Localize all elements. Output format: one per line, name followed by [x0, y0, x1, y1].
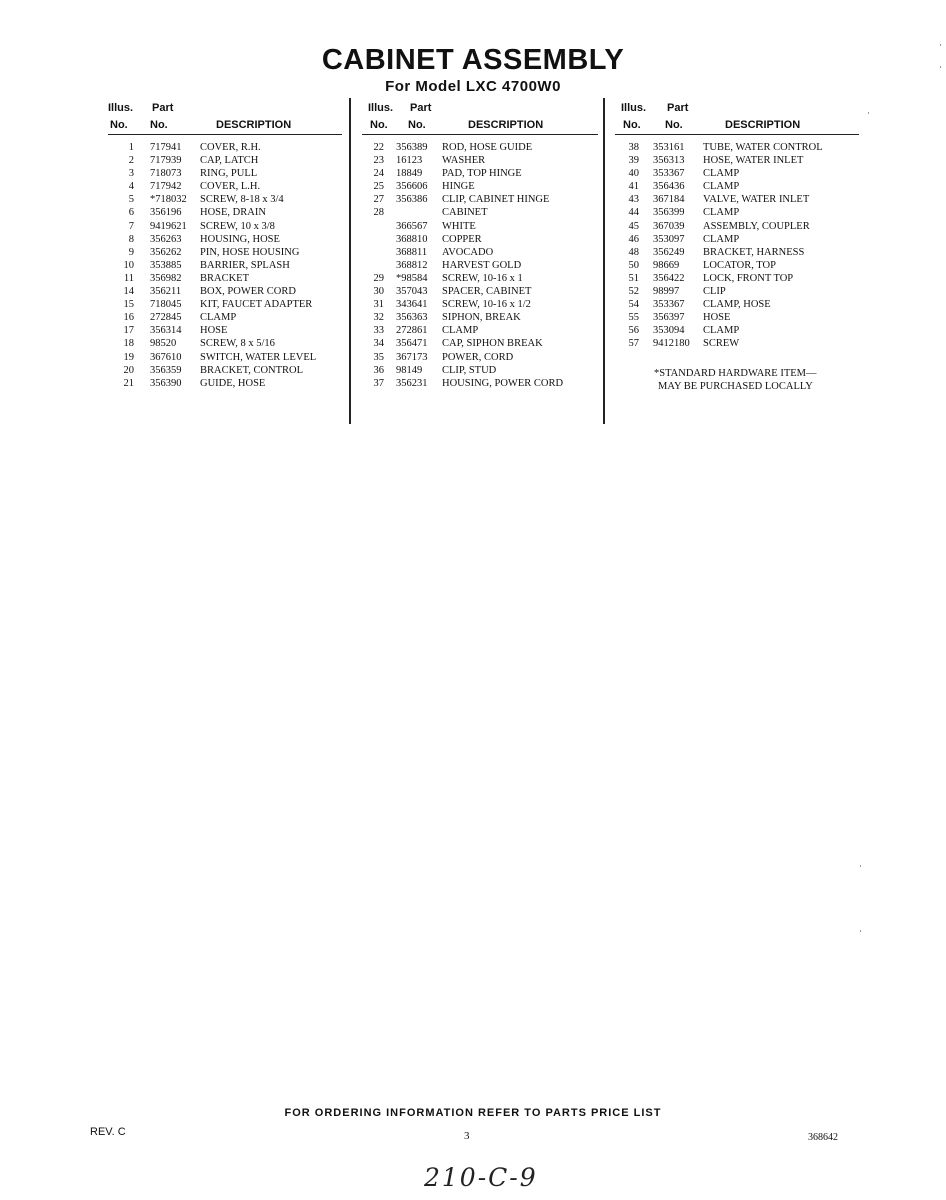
header-description: DESCRIPTION: [216, 119, 292, 131]
part-number: 353367: [653, 299, 685, 311]
part-number: 356263: [150, 233, 182, 245]
part-description: CLAMP: [703, 233, 740, 245]
parts-row: [362, 324, 598, 337]
illus-number: 37: [373, 377, 384, 389]
part-number: 356422: [653, 272, 685, 284]
parts-row: [362, 337, 598, 350]
part-number: 356363: [396, 312, 428, 324]
illus-number: 38: [628, 142, 639, 153]
part-number: 9412180: [653, 338, 690, 350]
part-description: HOUSING, HOSE: [200, 233, 280, 245]
part-number: 353161: [653, 142, 685, 153]
part-number: 356399: [653, 207, 685, 219]
part-description: CLAMP: [703, 181, 740, 193]
illus-number: 16: [123, 312, 134, 324]
part-description: LOCK, FRONT TOP: [703, 272, 794, 284]
illus-number: 22: [373, 142, 384, 153]
part-number: 16123: [396, 155, 423, 167]
illus-number: 52: [628, 286, 639, 298]
part-number: 356211: [150, 286, 182, 298]
header-part: Part: [410, 102, 432, 114]
part-description: SCREW: [703, 338, 740, 350]
part-number: 356314: [150, 325, 182, 337]
part-number: 717941: [150, 142, 182, 153]
parts-row: [615, 206, 859, 219]
page-number: 3: [464, 1130, 470, 1142]
handwritten-note: 210-C-9: [424, 1163, 538, 1192]
header-part: Part: [152, 102, 174, 114]
parts-row: [108, 220, 342, 233]
column-divider-2: [603, 98, 605, 424]
part-number: 356389: [396, 142, 428, 153]
part-number: 98997: [653, 286, 680, 298]
parts-row: [615, 272, 859, 285]
illus-number: 27: [373, 194, 384, 206]
part-number: 356982: [150, 272, 182, 284]
parts-row: [615, 193, 859, 206]
part-number: 353094: [653, 325, 685, 337]
parts-row: [362, 272, 598, 285]
part-description: HOUSING, POWER CORD: [442, 377, 564, 389]
header-rule: [615, 134, 859, 135]
illus-number: 25: [373, 181, 384, 193]
column-divider-1: [349, 98, 351, 424]
illus-number: 9: [128, 246, 134, 258]
part-description: AVOCADO: [442, 246, 494, 258]
page-title: CABINET ASSEMBLY: [321, 44, 625, 76]
part-description: BRACKET, CONTROL: [200, 364, 304, 376]
header-rule: [362, 134, 598, 135]
parts-row: [108, 285, 342, 298]
scan-speck: [860, 930, 861, 932]
part-description: CLAMP, HOSE: [703, 299, 771, 311]
part-description: WHITE: [442, 220, 476, 232]
parts-column-3: [615, 102, 859, 351]
part-number: 356313: [653, 155, 685, 167]
parts-row: [615, 285, 859, 298]
part-description: GUIDE, HOSE: [200, 377, 266, 389]
part-number: 98520: [150, 338, 177, 350]
part-number: 9419621: [150, 220, 187, 232]
scan-speck: [868, 112, 869, 114]
parts-column-1: [108, 102, 342, 390]
parts-row: [362, 377, 598, 390]
part-description: CLAMP: [703, 168, 740, 180]
illus-number: 57: [628, 338, 639, 350]
parts-row: [108, 351, 342, 364]
parts-row: [362, 206, 598, 219]
illus-number: 11: [123, 272, 134, 284]
part-description: ROD, HOSE GUIDE: [442, 142, 533, 153]
part-number: *718032: [150, 194, 187, 206]
parts-row: [108, 180, 342, 193]
parts-row: [362, 141, 598, 154]
header-illus-no: No.: [623, 119, 641, 131]
part-description: BRACKET: [200, 272, 250, 284]
parts-row: [108, 377, 342, 390]
part-number: 367610: [150, 351, 182, 363]
part-description: BARRIER, SPLASH: [200, 259, 290, 271]
illus-number: 54: [628, 299, 639, 311]
part-description: WASHER: [442, 155, 486, 167]
parts-row: [362, 285, 598, 298]
illus-number: 46: [628, 233, 639, 245]
illus-number: 17: [123, 325, 134, 337]
part-description: PAD, TOP HINGE: [442, 168, 522, 180]
part-number: 272861: [396, 325, 428, 337]
parts-row: [362, 193, 598, 206]
scan-speck: [940, 66, 941, 68]
illus-number: 55: [628, 312, 639, 324]
part-number: 356471: [396, 338, 428, 350]
part-description: HOSE: [200, 325, 228, 337]
header-illus: Illus.: [108, 102, 134, 114]
illus-number: 35: [373, 351, 384, 363]
part-description: POWER, CORD: [442, 351, 514, 363]
part-number: 356359: [150, 364, 182, 376]
part-description: PIN, HOSE HOUSING: [200, 246, 300, 258]
illus-number: 28: [373, 207, 384, 219]
illus-number: 51: [628, 272, 639, 284]
illus-number: 4: [128, 181, 134, 193]
part-number: 353367: [653, 168, 685, 180]
document-number: 368642: [808, 1132, 838, 1143]
parts-row: [108, 233, 342, 246]
part-description: BOX, POWER CORD: [200, 286, 296, 298]
parts-row: [615, 233, 859, 246]
part-description: BRACKET, HARNESS: [703, 246, 805, 258]
part-number: 353097: [653, 233, 685, 245]
part-number: 98669: [653, 259, 680, 271]
part-number: 356262: [150, 246, 182, 258]
parts-row: [108, 246, 342, 259]
part-number: 356606: [396, 181, 428, 193]
parts-row: [615, 141, 859, 154]
part-number: 717939: [150, 155, 182, 167]
parts-row: [615, 180, 859, 193]
parts-row: [615, 324, 859, 337]
parts-row: [615, 337, 859, 350]
part-description: CLIP, STUD: [442, 364, 497, 376]
part-number: 717942: [150, 181, 182, 193]
illus-number: 50: [628, 259, 639, 271]
part-description: COVER, R.H.: [200, 142, 261, 153]
part-number: 368811: [396, 246, 428, 258]
parts-row: [362, 298, 598, 311]
parts-row: [108, 364, 342, 377]
illus-number: 8: [128, 233, 134, 245]
part-description: SCREW, 10-16 x 1: [442, 272, 523, 284]
part-description: HOSE, DRAIN: [200, 207, 266, 219]
illus-number: 56: [628, 325, 639, 337]
illus-number: 2: [128, 155, 134, 167]
parts-row: [362, 167, 598, 180]
illus-number: 44: [628, 207, 639, 219]
part-description: VALVE, WATER INLET: [703, 194, 810, 206]
illus-number: 45: [628, 220, 639, 232]
parts-row: [615, 298, 859, 311]
parts-row: [362, 220, 598, 233]
illus-number: 18: [123, 338, 134, 350]
part-description: SPACER, CABINET: [442, 286, 532, 298]
parts-row: [615, 167, 859, 180]
parts-row: [362, 259, 598, 272]
header-description: DESCRIPTION: [725, 119, 801, 131]
part-description: COPPER: [442, 233, 482, 245]
scan-speck: [940, 44, 941, 46]
part-number: 356196: [150, 207, 182, 219]
illus-number: 10: [123, 259, 134, 271]
illus-number: 23: [373, 155, 384, 167]
part-number: 366567: [396, 220, 428, 232]
part-number: 18849: [396, 168, 423, 180]
parts-row: [108, 141, 342, 154]
header-part: Part: [667, 102, 689, 114]
illus-number: 21: [123, 377, 134, 389]
part-description: CABINET: [442, 207, 488, 219]
part-number: 353885: [150, 259, 182, 271]
parts-row: [108, 193, 342, 206]
illus-number: 6: [128, 207, 134, 219]
parts-row: [615, 311, 859, 324]
illus-number: 48: [628, 246, 639, 258]
part-description: COVER, L.H.: [200, 181, 261, 193]
part-number: 356249: [653, 246, 685, 258]
illus-number: 33: [373, 325, 384, 337]
part-number: 356386: [396, 194, 428, 206]
header-part-no: No.: [408, 119, 426, 131]
part-number: 367184: [653, 194, 685, 206]
part-description: LOCATOR, TOP: [703, 259, 776, 271]
part-number: 356390: [150, 377, 182, 389]
ordering-footer: FOR ORDERING INFORMATION REFER TO PARTS PRICE LIST: [284, 1107, 662, 1119]
part-number: 718073: [150, 168, 182, 180]
part-description: CLAMP: [703, 325, 740, 337]
illus-number: 20: [123, 364, 134, 376]
part-description: RING, PULL: [200, 168, 258, 180]
part-description: CAP, SIPHON BREAK: [442, 338, 543, 350]
parts-row: [615, 246, 859, 259]
revision-label: REV. C: [90, 1126, 126, 1138]
illus-number: 15: [123, 299, 134, 311]
parts-row: [362, 154, 598, 167]
header-illus-no: No.: [110, 119, 128, 131]
parts-row: [108, 167, 342, 180]
parts-row: [362, 246, 598, 259]
parts-row: [362, 364, 598, 377]
part-description: HARVEST GOLD: [442, 259, 522, 271]
parts-row: [108, 206, 342, 219]
part-number: 343641: [396, 299, 428, 311]
part-description: CLAMP: [703, 207, 740, 219]
parts-row: [108, 272, 342, 285]
header-part-no: No.: [150, 119, 168, 131]
header-rule: [108, 134, 342, 135]
part-description: KIT, FAUCET ADAPTER: [200, 299, 313, 311]
part-description: SCREW, 10-16 x 1/2: [442, 299, 531, 311]
header-illus: Illus.: [368, 102, 394, 114]
part-description: SWITCH, WATER LEVEL: [200, 351, 317, 363]
scan-speck: [860, 865, 861, 867]
part-description: HOSE: [703, 312, 731, 324]
part-description: SCREW, 10 x 3/8: [200, 220, 275, 232]
part-description: CAP, LATCH: [200, 155, 259, 167]
illus-number: 31: [373, 299, 384, 311]
illus-number: 32: [373, 312, 384, 324]
parts-row: [108, 324, 342, 337]
illus-number: 14: [123, 286, 134, 298]
hardware-note-line-2: MAY BE PURCHASED LOCALLY: [658, 381, 813, 392]
illus-number: 40: [628, 168, 639, 180]
parts-row: [108, 311, 342, 324]
parts-row: [362, 351, 598, 364]
part-description: SIPHON, BREAK: [442, 312, 521, 324]
illus-number: 1: [128, 142, 134, 153]
column-header: [362, 102, 598, 134]
illus-number: 7: [128, 220, 134, 232]
part-description: HOSE, WATER INLET: [703, 155, 804, 167]
parts-row: [362, 233, 598, 246]
illus-number: 43: [628, 194, 639, 206]
part-number: 367039: [653, 220, 685, 232]
part-number: 718045: [150, 299, 182, 311]
part-number: *98584: [396, 272, 428, 284]
part-number: 98149: [396, 364, 423, 376]
parts-row: [108, 259, 342, 272]
part-description: SCREW, 8 x 5/16: [200, 338, 275, 350]
part-number: 356397: [653, 312, 685, 324]
parts-row: [615, 154, 859, 167]
part-description: TUBE, WATER CONTROL: [703, 142, 823, 153]
part-description: CLIP, CABINET HINGE: [442, 194, 550, 206]
parts-row: [615, 259, 859, 272]
parts-row: [108, 298, 342, 311]
part-description: CLAMP: [442, 325, 479, 337]
illus-number: 24: [373, 168, 384, 180]
illus-number: 30: [373, 286, 384, 298]
header-part-no: No.: [665, 119, 683, 131]
part-number: 357043: [396, 286, 428, 298]
part-number: 368810: [396, 233, 428, 245]
header-illus-no: No.: [370, 119, 388, 131]
parts-row: [108, 154, 342, 167]
illus-number: 19: [123, 351, 134, 363]
model-subtitle: For Model LXC 4700W0: [385, 78, 561, 95]
part-number: 356231: [396, 377, 428, 389]
column-header: [108, 102, 342, 134]
part-description: CLAMP: [200, 312, 237, 324]
illus-number: 34: [373, 338, 384, 350]
part-number: 272845: [150, 312, 182, 324]
parts-column-2: [362, 102, 598, 390]
parts-row: [362, 180, 598, 193]
part-description: HINGE: [442, 181, 475, 193]
illus-number: 3: [128, 168, 134, 180]
part-description: ASSEMBLY, COUPLER: [703, 220, 810, 232]
parts-row: [108, 337, 342, 350]
parts-row: [615, 220, 859, 233]
illus-number: 39: [628, 155, 639, 167]
header-description: DESCRIPTION: [468, 119, 544, 131]
hardware-note-line-1: *STANDARD HARDWARE ITEM—: [654, 368, 817, 379]
illus-number: 41: [628, 181, 639, 193]
part-description: CLIP: [703, 286, 726, 298]
part-number: 368812: [396, 259, 428, 271]
column-header: [615, 102, 859, 134]
header-illus: Illus.: [621, 102, 647, 114]
illus-number: 29: [373, 272, 384, 284]
part-number: 356436: [653, 181, 685, 193]
part-number: 367173: [396, 351, 428, 363]
illus-number: 36: [373, 364, 384, 376]
illus-number: 5: [128, 194, 134, 206]
parts-row: [362, 311, 598, 324]
part-description: SCREW, 8-18 x 3/4: [200, 194, 284, 206]
